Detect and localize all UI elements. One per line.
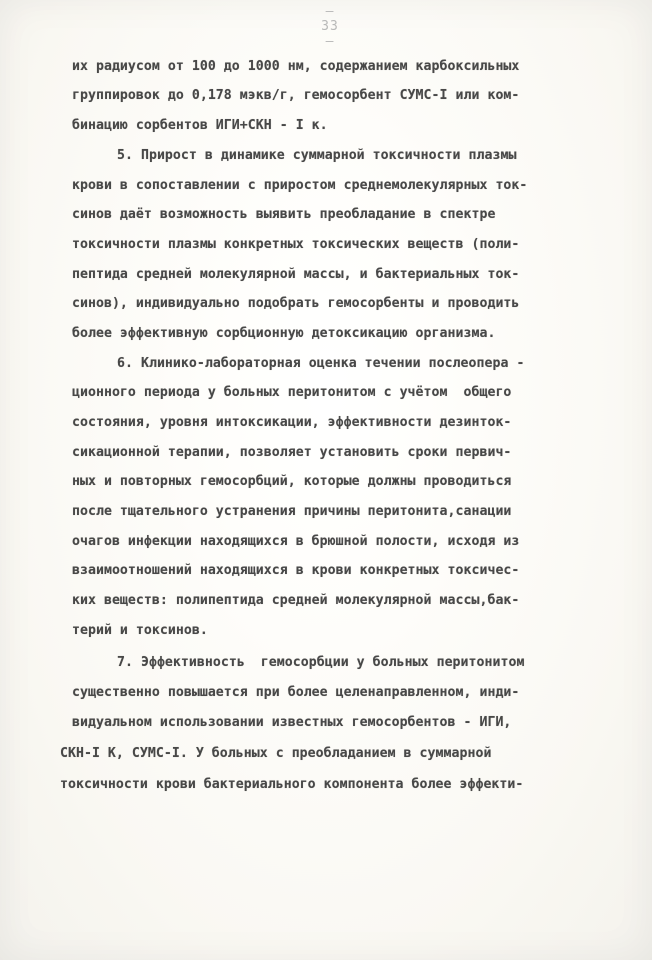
text-line: очагов инфекции находящихся в брюшной полости, исходя из (72, 534, 520, 549)
text-line: терий и токсинов. (72, 623, 208, 638)
text-line: токсичности плазмы конкретных токсических веществ (поли- (72, 237, 520, 252)
text-line: синов даёт возможность выявить преобладание в спектре (72, 207, 496, 222)
text-line: ционного периода у больных перитонитом с учётом общего (72, 385, 512, 400)
text-line: состояния, уровня интоксикации, эффективности дезинток- (72, 415, 512, 430)
page-number: — 33 — (321, 4, 339, 49)
text-line: видуальном использовании известных гемосорбентов - ИГИ, (72, 715, 512, 730)
text-line: крови в сопоставлении с приростом среднемолекулярных ток- (72, 178, 528, 193)
text-line: ных и повторных гемосорбций, которые должны проводиться (72, 474, 512, 489)
text-line: бинацию сорбентов ИГИ+СКН - I к. (72, 118, 328, 133)
text-line: существенно повышается при более целенаправленном, инди- (72, 685, 520, 700)
text-line: синов), индивидуально подобрать гемосорбенты и проводить (72, 296, 520, 311)
text-line: группировок до 0,178 мэкв/г, гемосорбент СУМС-I или ком- (72, 88, 520, 103)
text-line: их радиусом от 100 до 1000 нм, содержанием карбоксильных (72, 59, 520, 74)
text-line: пептида средней молекулярной массы, и бактериальных ток- (72, 267, 520, 282)
text-line: взаимоотношений находящихся в крови конкретных токсичес- (72, 563, 520, 578)
text-line: токсичности крови бактериального компонента более эффекти- (60, 777, 524, 792)
text-line: 6. Клинико-лабораторная оценка течении послеопера - (117, 356, 525, 371)
text-line: более эффективную сорбционную детоксикацию организма. (72, 326, 496, 341)
text-line: после тщательного устранения причины перитонита,санации (72, 504, 512, 519)
text-line: ких веществ: полипептида средней молекулярной массы,бак- (72, 593, 520, 608)
text-line: сикационной терапии, позволяет установить сроки первич- (72, 445, 512, 460)
text-line: СКН-I К, СУМС-I. У больных с преобладанием в суммарной (60, 746, 492, 761)
text-line: 7. Эффективность гемосорбции у больных перитонитом (117, 655, 525, 670)
text-line: 5. Прирост в динамике суммарной токсичности плазмы (117, 148, 517, 163)
